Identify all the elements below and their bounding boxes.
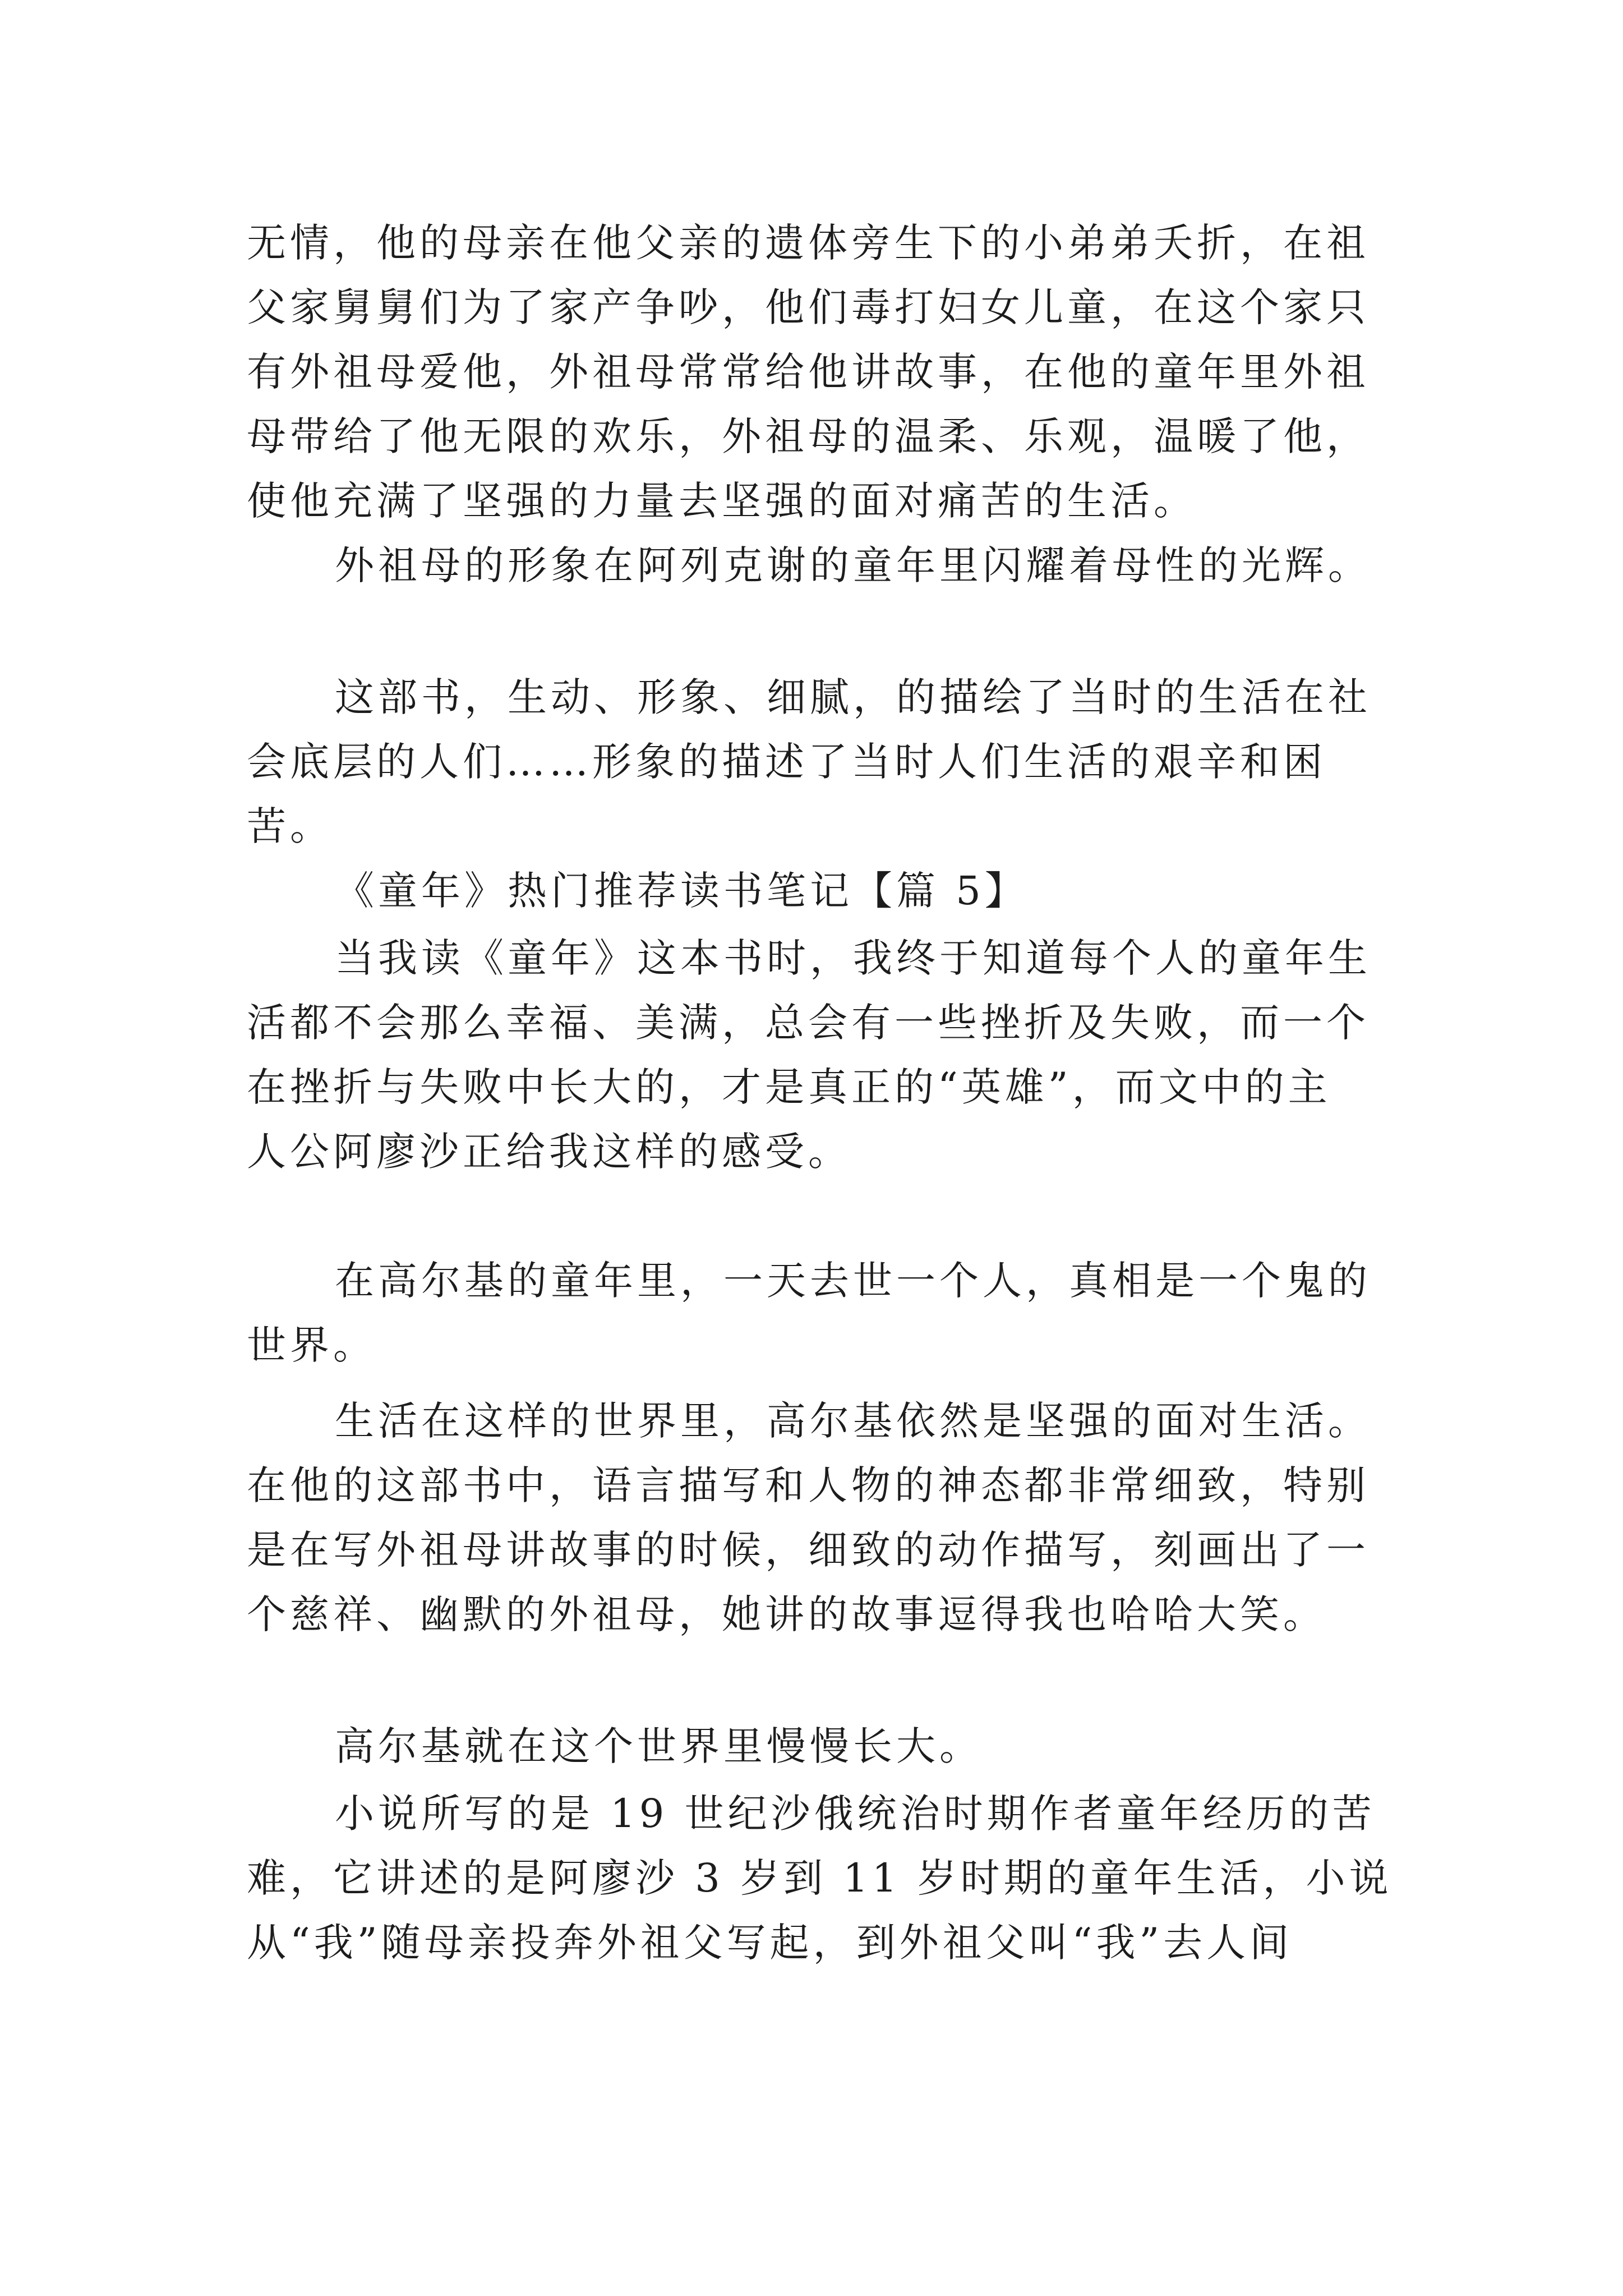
text-line: 使他充满了坚强的力量去坚强的面对痛苦的生活。	[247, 478, 1197, 524]
text-line: 活都不会那么幸福、美满，总会有一些挫折及失败，而一个	[247, 1000, 1370, 1046]
text-line: 这部书，生动、形象、细腻，的描绘了当时的生活在社	[335, 674, 1371, 720]
text-line: 生活在这样的世界里，高尔基依然是坚强的面对生活。	[335, 1398, 1371, 1444]
text-line: 当我读《童年》这本书时，我终于知道每个人的童年生	[335, 935, 1371, 981]
text-line: 外祖母的形象在阿列克谢的童年里闪耀着母性的光辉。	[335, 542, 1371, 588]
text-line: 会底层的人们……形象的描述了当时人们生活的艰辛和困	[247, 739, 1326, 785]
text-line: 个慈祥、幽默的外祖母，她讲的故事逗得我也哈哈大笑。	[247, 1591, 1326, 1637]
text-line: 是在写外祖母讲故事的时候，细致的动作描写，刻画出了一	[247, 1527, 1370, 1573]
section-heading: 《童年》热门推荐读书笔记【篇 5】	[335, 868, 1028, 914]
text-line: 有外祖母爱他，外祖母常常给他讲故事，在他的童年里外祖	[247, 349, 1370, 395]
text-line: 在他的这部书中，语言描写和人物的神态都非常细致，特别	[247, 1462, 1370, 1508]
text-line: 在高尔基的童年里，一天去世一个人，真相是一个鬼的	[335, 1258, 1371, 1304]
text-line: 父家舅舅们为了家产争吵，他们毒打妇女儿童，在这个家只	[247, 284, 1370, 330]
text-line: 小说所写的是 19 世纪沙俄统治时期作者童年经历的苦	[335, 1791, 1376, 1837]
text-line: 在挫折与失败中长大的，才是真正的“英雄”，而文中的主	[247, 1064, 1331, 1110]
text-line: 无情，他的母亲在他父亲的遗体旁生下的小弟弟夭折，在祖	[247, 220, 1370, 266]
text-line: 人公阿廖沙正给我这样的感受。	[247, 1129, 851, 1175]
text-line: 高尔基就在这个世界里慢慢长大。	[335, 1723, 983, 1769]
text-line: 从“我”随母亲投奔外祖父写起，到外祖父叫“我”去人间	[247, 1920, 1293, 1966]
text-line: 苦。	[247, 803, 333, 849]
text-line: 难，它讲述的是阿廖沙 3 岁到 11 岁时期的童年生活，小说	[247, 1855, 1393, 1901]
text-line: 母带给了他无限的欢乐，外祖母的温柔、乐观，温暖了他，	[247, 413, 1370, 459]
text-line: 世界。	[247, 1322, 376, 1368]
